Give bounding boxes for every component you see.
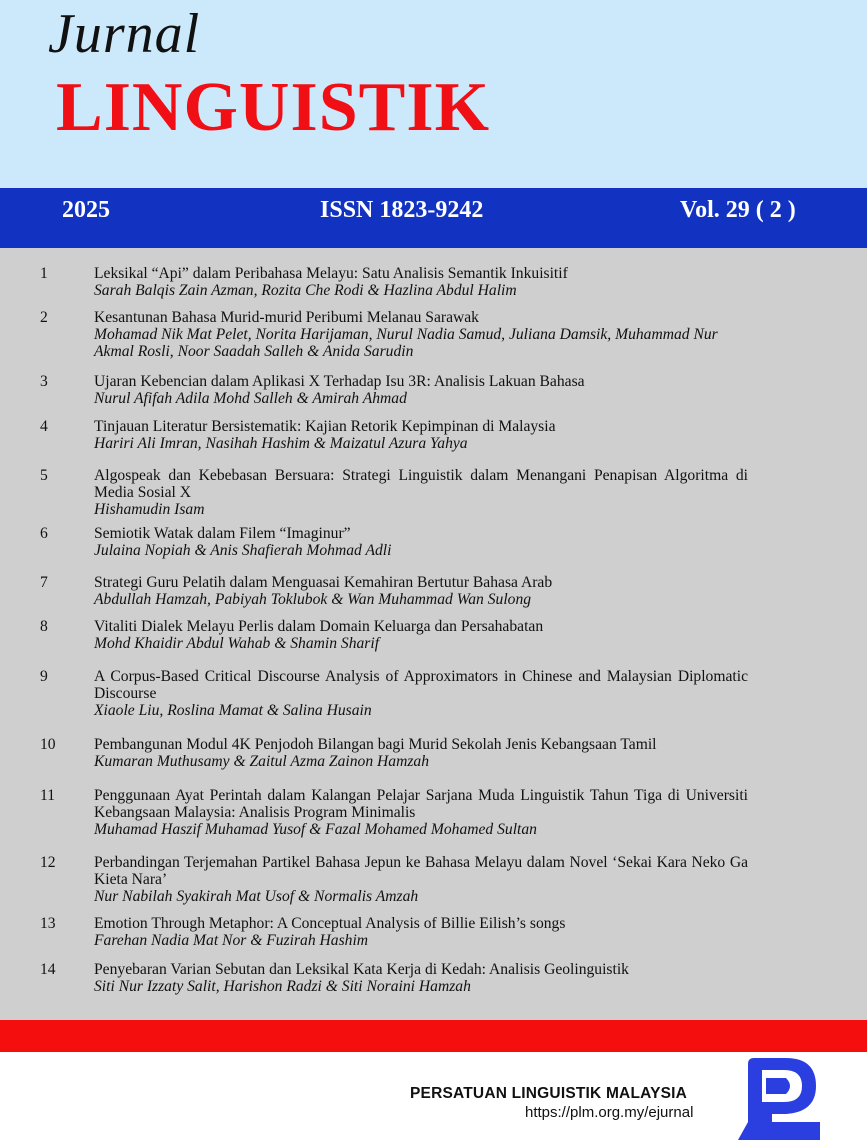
article-number: 1	[40, 265, 48, 282]
article-title: Tinjauan Literatur Bersistematik: Kajian Retorik Kepimpinan di Malaysia	[94, 418, 556, 435]
article-title: A Corpus-Based Critical Discourse Analysis of Approximators in Chinese and Malaysian Diplomatic Discourse	[94, 668, 748, 702]
article-number: 5	[40, 467, 48, 484]
plm-logo-icon	[734, 1056, 824, 1142]
publisher-url[interactable]: https://plm.org.my/ejurnal	[525, 1104, 694, 1121]
footer-red-bar	[0, 1020, 867, 1052]
article-title: Penyebaran Varian Sebutan dan Leksikal Kata Kerja di Kedah: Analisis Geolinguistik	[94, 961, 629, 978]
article-number: 14	[40, 961, 56, 978]
article-title: Emotion Through Metaphor: A Conceptual Analysis of Billie Eilish’s songs	[94, 915, 566, 932]
article-authors: Mohamad Nik Mat Pelet, Norita Harijaman, Nurul Nadia Samud, Juliana Damsik, Muhammad Nur Akmal Rosli, Noor Saadah Salleh & Anida Sarudin	[94, 326, 718, 360]
article-title: Ujaran Kebencian dalam Aplikasi X Terhadap Isu 3R: Analisis Lakuan Bahasa	[94, 373, 585, 390]
article-title: Perbandingan Terjemahan Partikel Bahasa Jepun ke Bahasa Melayu dalam Novel ‘Sekai Kara Neko Ga Kieta Nara’	[94, 854, 748, 888]
article-authors: Abdullah Hamzah, Pabiyah Toklubok & Wan Muhammad Wan Sulong	[94, 591, 532, 608]
article-number: 8	[40, 618, 48, 635]
article-authors: Muhamad Haszif Muhamad Yusof & Fazal Mohamed Mohamed Sultan	[94, 821, 537, 838]
article-title: Kesantunan Bahasa Murid-murid Peribumi Melanau Sarawak	[94, 309, 479, 326]
article-number: 4	[40, 418, 48, 435]
article-number: 2	[40, 309, 48, 326]
article-number: 10	[40, 736, 56, 753]
issue-info-bar	[0, 188, 867, 248]
article-authors: Hariri Ali Imran, Nasihah Hashim & Maizatul Azura Yahya	[94, 435, 468, 452]
journal-word: Jurnal	[48, 3, 201, 65]
article-title: Semiotik Watak dalam Filem “Imaginur”	[94, 525, 351, 542]
article-authors: Kumaran Muthusamy & Zaitul Azma Zainon Hamzah	[94, 753, 430, 770]
issue-year: 2025	[62, 197, 110, 223]
article-number: 7	[40, 574, 48, 591]
article-authors: Nurul Afifah Adila Mohd Salleh & Amirah Ahmad	[94, 390, 407, 407]
journal-title: LINGUISTIK	[56, 69, 491, 146]
article-authors: Farehan Nadia Mat Nor & Fuzirah Hashim	[94, 932, 369, 949]
article-title: Leksikal “Api” dalam Peribahasa Melayu: Satu Analisis Semantik Inkuisitif	[94, 265, 568, 282]
issue-volume: Vol. 29 ( 2 )	[680, 197, 796, 223]
article-number: 9	[40, 668, 48, 685]
article-authors: Sarah Balqis Zain Azman, Rozita Che Rodi & Hazlina Abdul Halim	[94, 282, 517, 299]
article-number: 11	[40, 787, 56, 804]
article-number: 6	[40, 525, 48, 542]
article-authors: Siti Nur Izzaty Salit, Harishon Radzi & Siti Noraini Hamzah	[94, 978, 471, 995]
article-number: 3	[40, 373, 48, 390]
publisher-name: PERSATUAN LINGUISTIK MALAYSIA	[410, 1085, 688, 1102]
article-authors: Nur Nabilah Syakirah Mat Usof & Normalis Amzah	[94, 888, 419, 905]
article-number: 12	[40, 854, 56, 871]
article-title: Pembangunan Modul 4K Penjodoh Bilangan bagi Murid Sekolah Jenis Kebangsaan Tamil	[94, 736, 657, 753]
article-authors: Mohd Khaidir Abdul Wahab & Shamin Sharif	[94, 635, 380, 652]
article-title: Strategi Guru Pelatih dalam Menguasai Kemahiran Bertutur Bahasa Arab	[94, 574, 553, 591]
article-authors: Julaina Nopiah & Anis Shafierah Mohmad Adli	[94, 542, 392, 559]
article-authors: Xiaole Liu, Roslina Mamat & Salina Husain	[94, 702, 372, 719]
article-title: Penggunaan Ayat Perintah dalam Kalangan Pelajar Sarjana Muda Linguistik Tahun Tiga di Universiti Kebangsaan Malaysia: Analisis Program Minimalis	[94, 787, 748, 821]
article-title: Vitaliti Dialek Melayu Perlis dalam Domain Keluarga dan Persahabatan	[94, 618, 544, 635]
article-authors: Hishamudin Isam	[94, 501, 205, 518]
issn: ISSN 1823-9242	[320, 197, 484, 223]
article-number: 13	[40, 915, 56, 932]
article-title: Algospeak dan Kebebasan Bersuara: Strategi Linguistik dalam Menangani Penapisan Algoritma di Media Sosial X	[94, 467, 748, 501]
